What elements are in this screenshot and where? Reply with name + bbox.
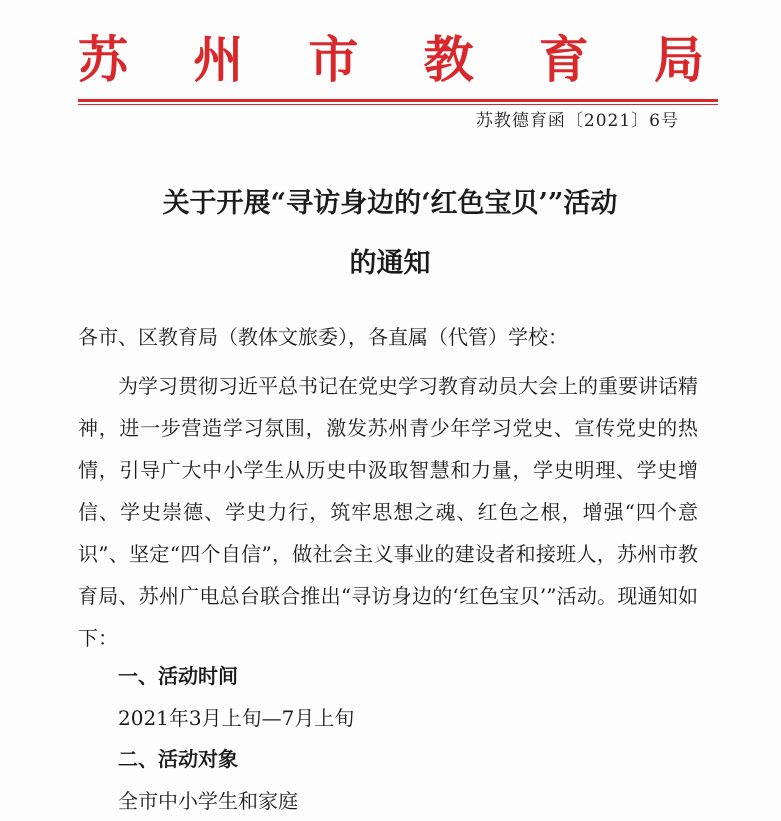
agency-letterhead <box>78 30 704 90</box>
letterhead-char: 州 <box>193 30 244 89</box>
document-number: 苏教德育函〔2021〕6号 <box>475 111 679 131</box>
section-content-audience: 全市中小学生和家庭 <box>118 789 298 813</box>
section-heading-audience: 二、活动对象 <box>118 747 238 771</box>
letterhead-char: 苏 <box>78 30 128 89</box>
letterhead-char: 育 <box>538 30 589 89</box>
letterhead-char: 局 <box>653 30 704 89</box>
letterhead-char: 市 <box>308 30 359 89</box>
body-paragraph: 为学习贯彻习近平总书记在党史学习教育动员大会上的重要讲话精神，进一步营造学习氛围，激发苏州青少年学习党史、宣传党史的热情，引导广大中小学生从历史中汲取智慧和力量，学史明理、学史增信、学史崇德、学史力行，筑牢思想之魂、红色之根，增强“四个意识”、坚定“四个自信”，做社会主义事业的建设者和接班人，苏州市教育局、苏州广电总台联合推出“寻访身边的‘红色宝贝’”活动。现通知如下： <box>78 374 698 650</box>
letterhead-divider <box>78 99 718 102</box>
document-title-line-2: 的通知 <box>349 248 431 279</box>
letterhead-char: 教 <box>423 30 474 89</box>
letterhead-divider-thin <box>78 104 718 105</box>
document-title-line-1: 关于开展“寻访身边的‘红色宝贝’”活动 <box>162 188 618 219</box>
section-content-time: 2021年3月上旬—7月上旬 <box>118 706 355 730</box>
section-heading-time: 一、活动时间 <box>118 664 238 688</box>
salutation: 各市、区教育局（教体文旅委），各直属（代管）学校： <box>78 325 568 349</box>
